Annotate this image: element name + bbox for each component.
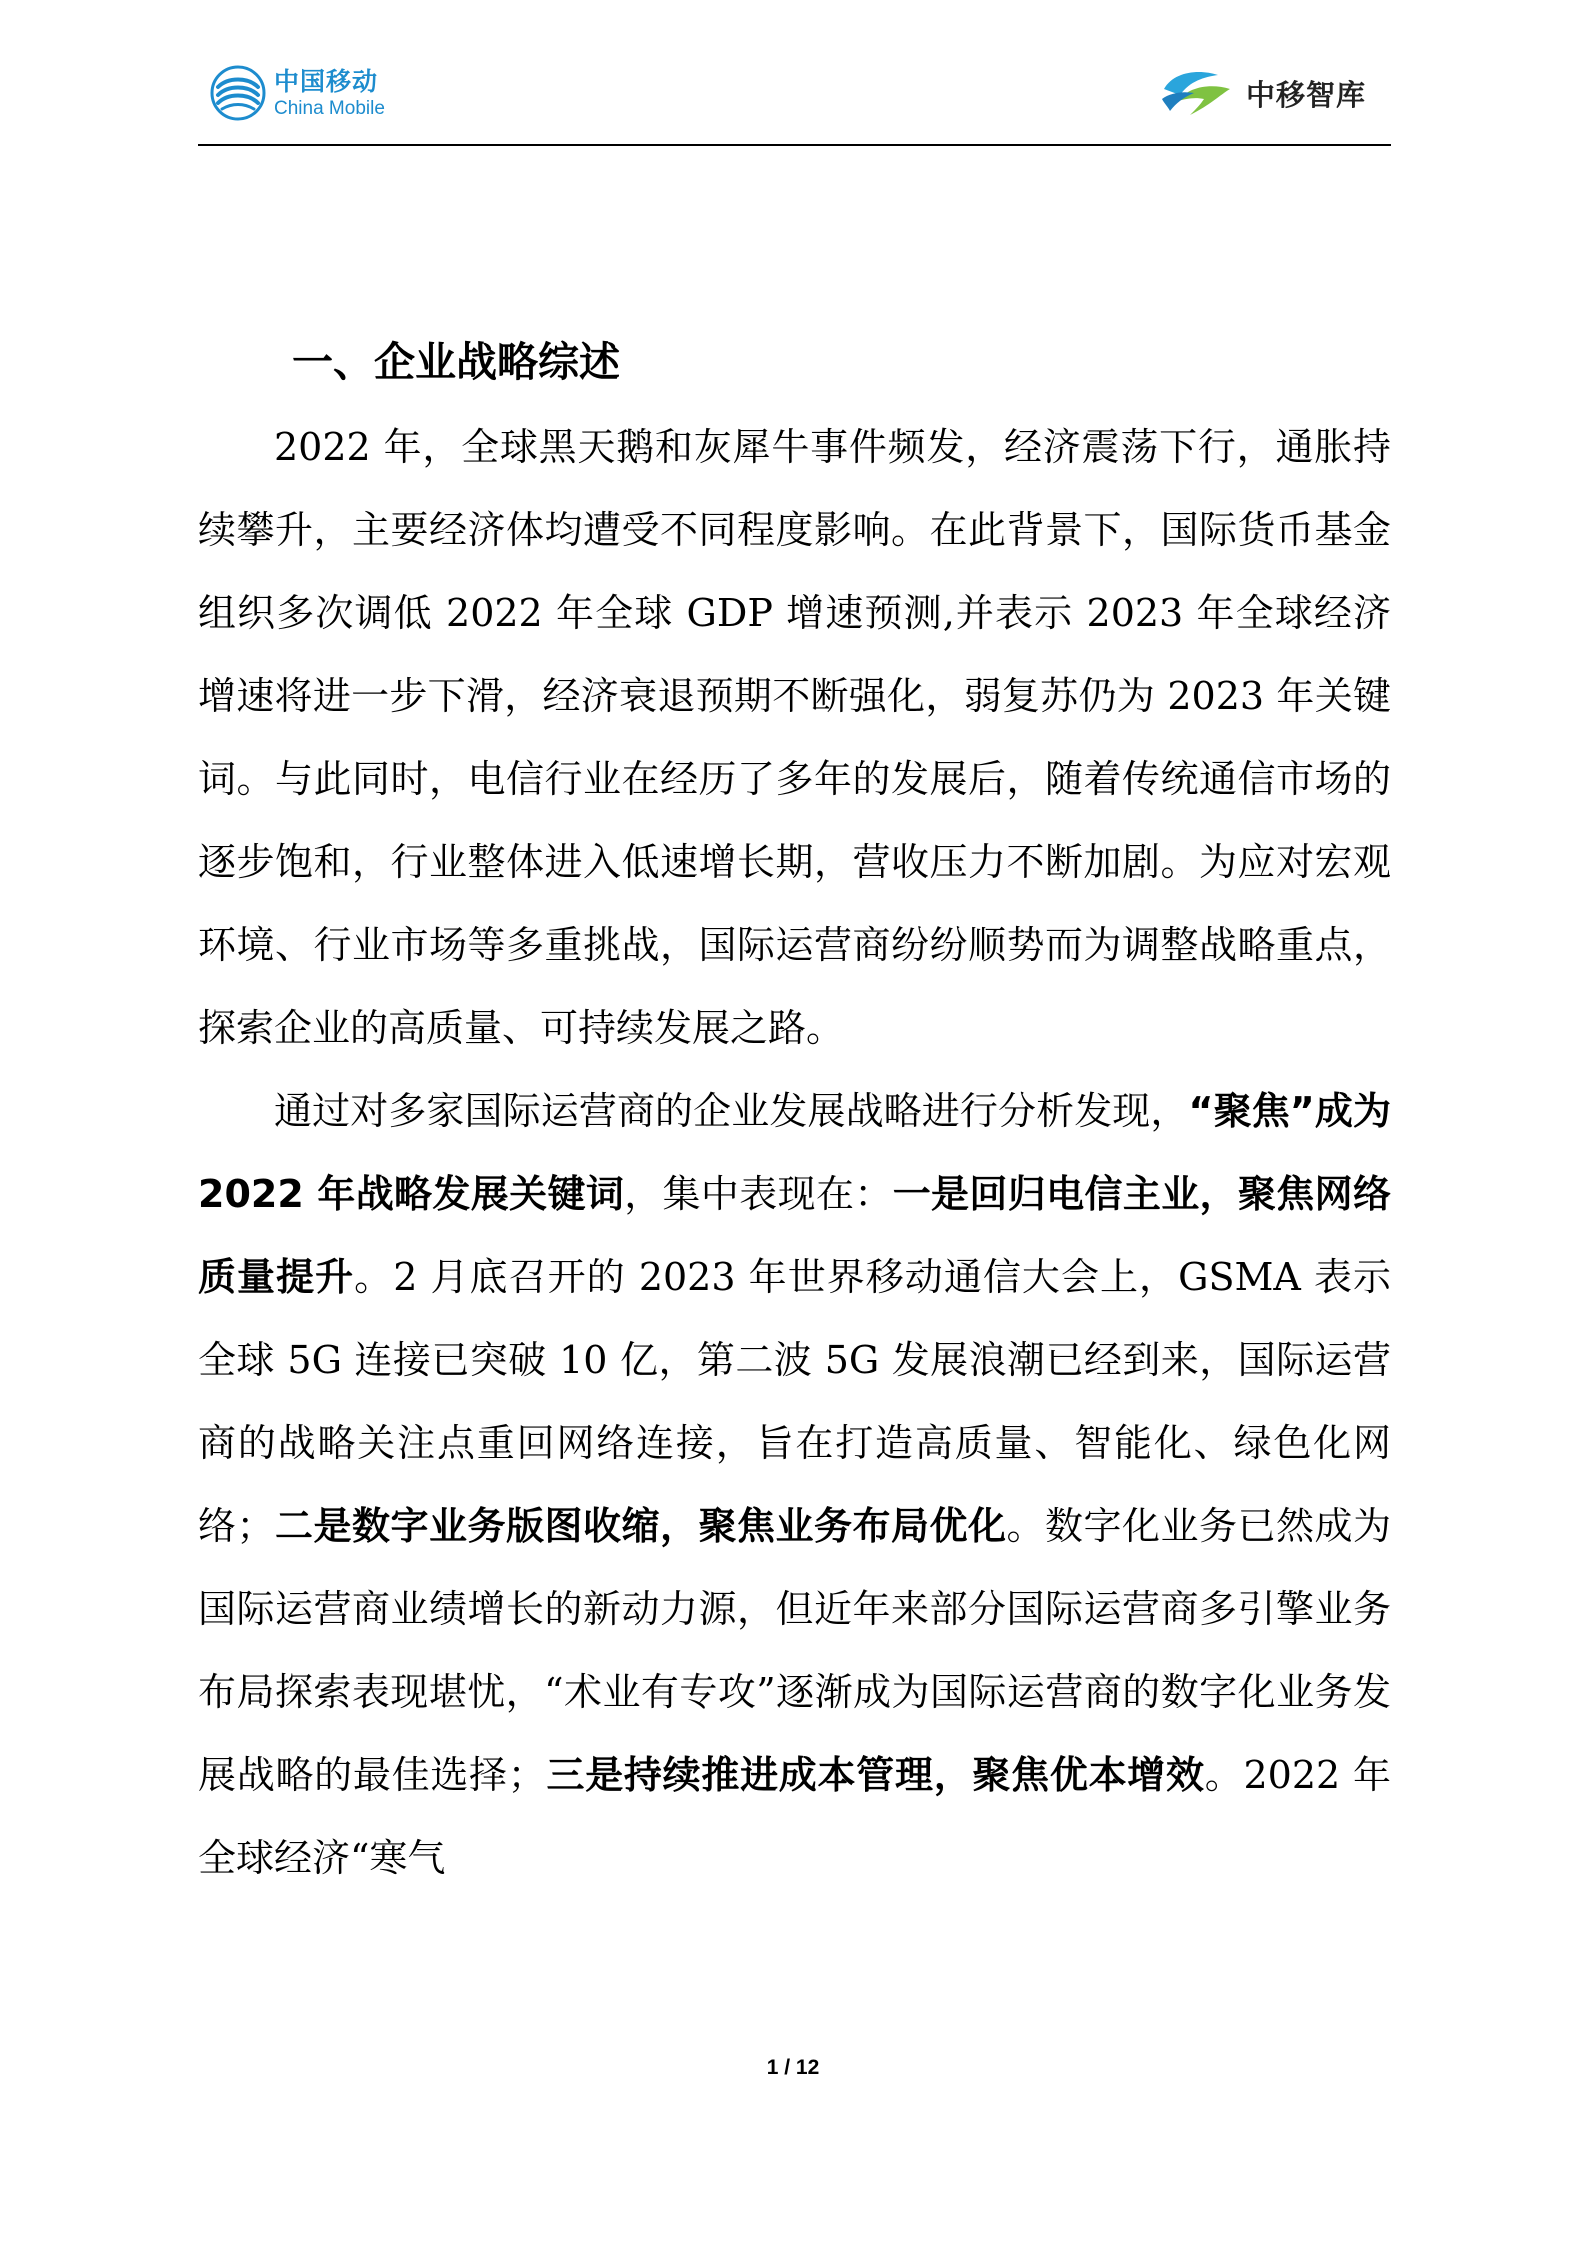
bold-keyword: “聚焦”成为 2022 年战略发展关键词 — [198, 1089, 1391, 1216]
china-mobile-logo — [210, 58, 385, 128]
paragraph-text: 2022 年，全球黑天鹅和灰犀牛事件频发，经济震荡下行，通胀持续攀升，主要经济体均遭受不同程度影响。在此背景下，国际货币基金组织多次调低 2022 年全球 GDP 增速预测,并表示 2023 年全球经济增速将进一步下滑，经济衰退预期不断强化，弱复苏仍为 2023 年关键词。与此同时，电信行业在经历了多年的发展后，随着传统通信市场的逐步饱和，行业整体进入低速增长期，营收压力不断加剧。为应对宏观环境、行业市场等多重挑战，国际运营商纷纷顺势而为调整战略重点，探索企业的高质量、可持续发展之路。 — [198, 425, 1391, 1050]
paragraph-text: 通过对多家国际运营商的企业发展战略进行分析发现， — [274, 1089, 1189, 1133]
page-number: 1 / 12 — [766, 2056, 820, 2079]
section-heading: 一、企业战略综述 — [292, 338, 620, 386]
china-mobile-name-en: China Mobile — [274, 97, 385, 119]
bold-point-three: 三是持续推进成本管理，聚焦优本增效 — [545, 1753, 1205, 1797]
paragraph-text: 。2 月底召开的 2023 年世界移动通信大会上，GSMA 表示全球 5G 连接已突破 10 亿，第二波 5G 发展浪潮已经到来，国际运营商的战略关注点重回网络连接，旨在打造高质量、智能化、绿色化网络； — [198, 1255, 1391, 1548]
zhongyi-zhiku-name: 中移智库 — [1245, 77, 1366, 112]
zhongyi-zhiku-logo-icon — [1160, 65, 1236, 121]
header-divider — [198, 144, 1391, 146]
paragraph-text: 。2022 年全球经济“寒气 — [198, 1753, 1391, 1880]
bold-point-one: 一是回归电信主业，聚焦网络质量提升 — [198, 1172, 1391, 1299]
bold-point-two: 二是数字业务版图收缩，聚焦业务布局优化 — [274, 1504, 1007, 1548]
paragraph-2 — [198, 1070, 1391, 1900]
document-body — [198, 318, 1391, 1900]
china-mobile-name-cn: 中国移动 — [274, 66, 379, 96]
paragraph-1 — [198, 406, 1391, 1070]
page-header — [0, 0, 1586, 150]
china-mobile-logo-icon — [210, 65, 266, 121]
paragraph-text: 。数字化业务已然成为国际运营商业绩增长的新动力源，但近年来部分国际运营商多引擎业务布局探索表现堪忧，“术业有专攻”逐渐成为国际运营商的数字化业务发展战略的最佳选择； — [198, 1504, 1391, 1797]
paragraph-text: ，集中表现在： — [624, 1172, 893, 1216]
zhongyi-zhiku-logo — [1160, 58, 1366, 128]
